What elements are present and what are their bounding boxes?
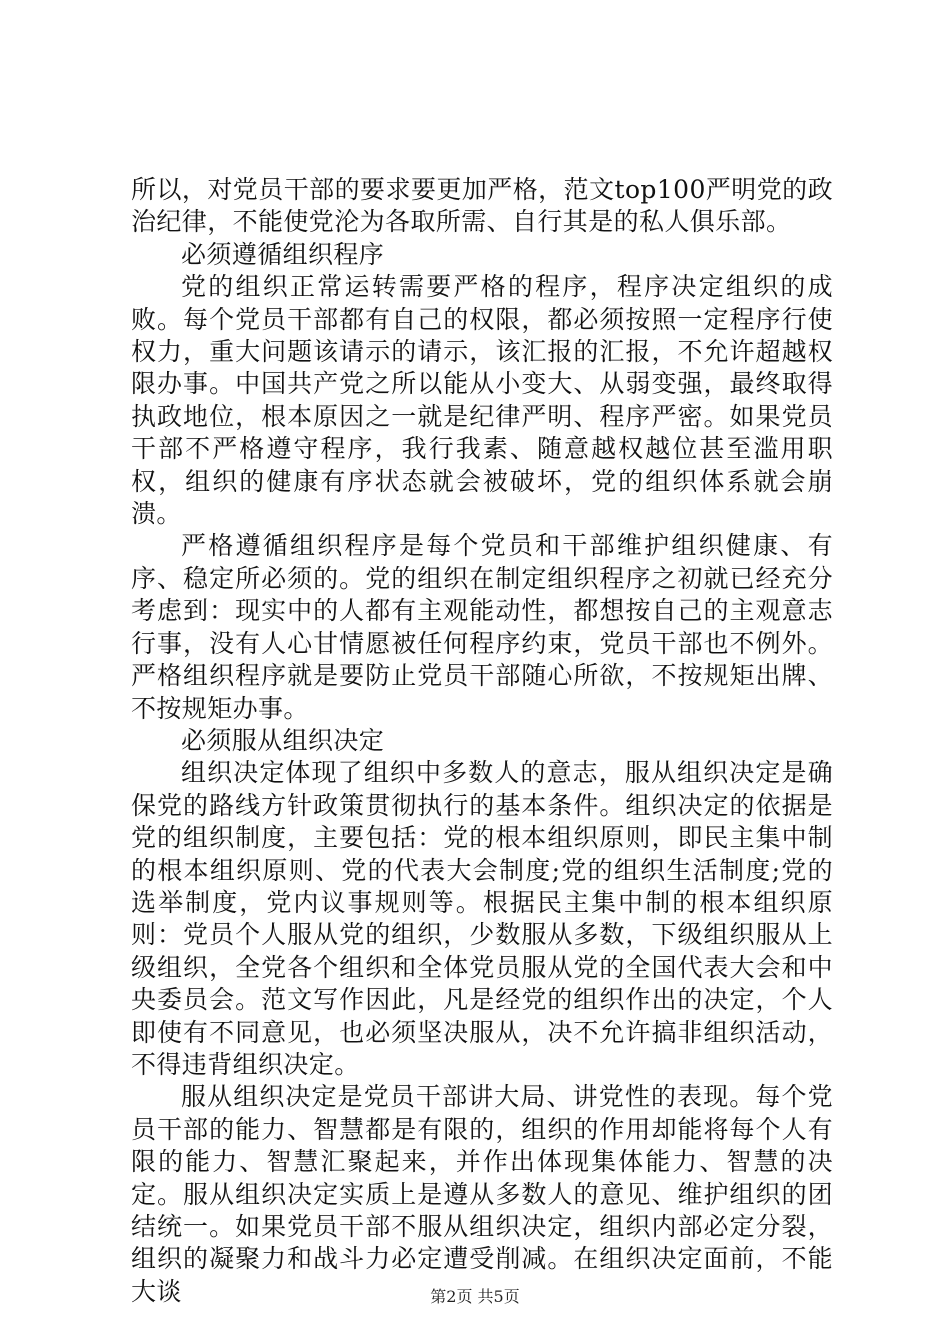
body-paragraph: 服从组织决定是党员干部讲大局、讲党性的表现。每个党员干部的能力、智慧都是有限的，组织的作用却能将每个人有限的能力、智慧汇聚起来，并作出体现集体能力、智慧的决定。服从组织决定实质上是遵从多数人的意见、维护组织的团结统一。如果党员干部不服从组织决定，组织内部必定分裂，组织的凝聚力和战斗力必定遭受削减。在组织决定面前，不能大谈 [131,1082,833,1306]
document-body [131,174,833,1308]
paragraph-continuation: 所以，对党员干部的要求要更加严格，范文top100严明党的政治纪律，不能使党沦为各取所需、自行其是的私人俱乐部。 [131,175,833,237]
section-heading: 必须遵循组织程序 [181,239,385,269]
page-footer [0,1287,950,1307]
page-number: 第2页 共5页 [430,1287,520,1306]
body-paragraph: 党的组织正常运转需要严格的程序，程序决定组织的成败。每个党员干部都有自己的权限，都必须按照一定程序行使权力，重大问题该请示的请示，该汇报的汇报，不允许超越权限办事。中国共产党之所以能从小变大、从弱变强，最终取得执政地位，根本原因之一就是纪律严明、程序严密。如果党员干部不严格遵守程序，我行我素、随意越权越位甚至滥用职权，组织的健康有序状态就会被破坏，党的组织体系就会崩溃。 [131,272,833,529]
body-paragraph: 组织决定体现了组织中多数人的意志，服从组织决定是确保党的路线方针政策贯彻执行的基本条件。组织决定的依据是党的组织制度，主要包括：党的根本组织原则，即民主集中制的根本组织原则、党的代表大会制度;党的组织生活制度;党的选举制度，党内议事规则等。根据民主集中制的根本组织原则：党员个人服从党的组织，少数服从多数，下级组织服从上级组织，全党各个组织和全体党员服从党的全国代表大会和中央委员会。范文写作因此，凡是经党的组织作出的决定，个人即使有不同意见，也必须坚决服从，决不允许搞非组织活动，不得违背组织决定。 [131,758,833,1079]
body-paragraph: 严格遵循组织程序是每个党员和干部维护组织健康、有序、稳定所必须的。党的组织在制定组织程序之初就已经充分考虑到：现实中的人都有主观能动性，都想按自己的主观意志行事，没有人心甘情愿被任何程序约束，党员干部也不例外。严格组织程序就是要防止党员干部随心所欲，不按规矩出牌、不按规矩办事。 [131,531,833,723]
section-heading: 必须服从组织决定 [181,725,385,755]
